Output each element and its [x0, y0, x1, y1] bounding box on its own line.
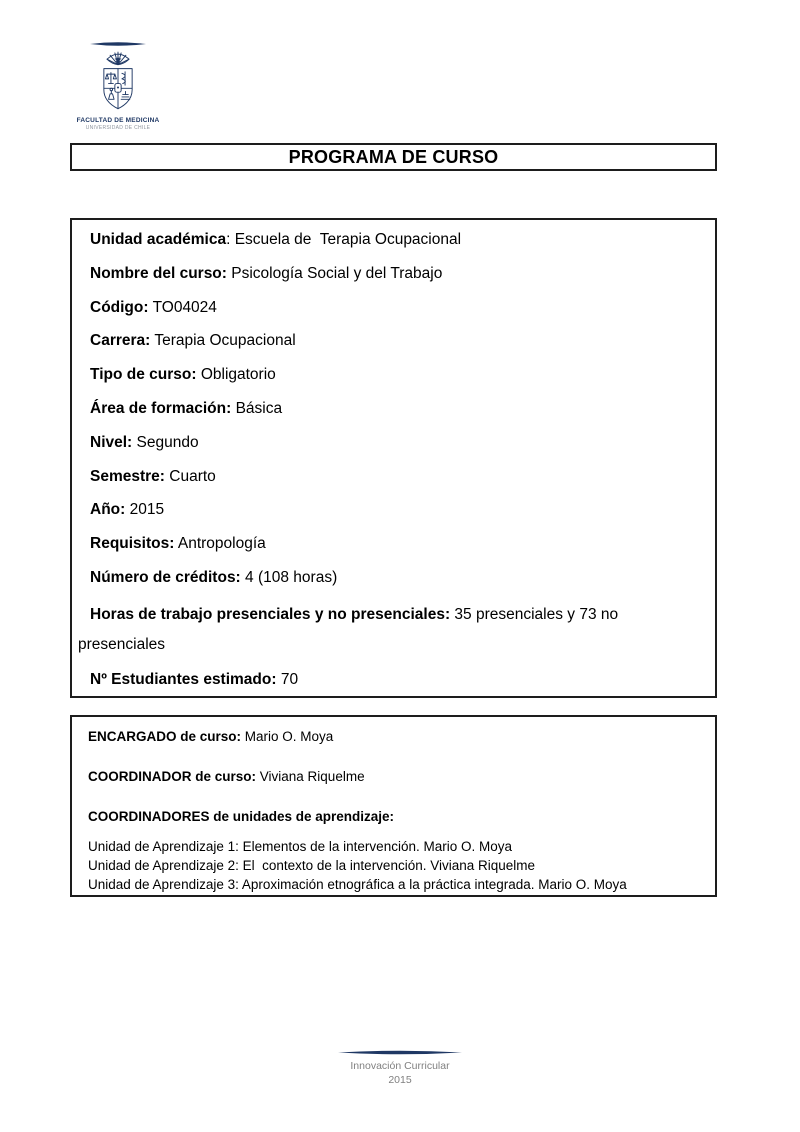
taper-line-footer-icon [338, 1050, 462, 1055]
field-label: Nombre del curso: [90, 264, 227, 282]
field-value: Terapia Ocupacional [150, 332, 296, 350]
page-footer [0, 1050, 800, 1087]
field-label: Tipo de curso: [90, 366, 197, 384]
learning-unit-row: Unidad de Aprendizaje 1: Elementos de la intervención. Mario O. Moya [88, 839, 512, 854]
staff-box [70, 715, 717, 897]
staff-row [88, 757, 705, 797]
field-label: Carrera: [90, 332, 151, 350]
field-value: 70 [276, 670, 299, 688]
learning-unit-row: Unidad de Aprendizaje 3: Aproximación etnográfica a la práctica integrada. Mario O. Moya [88, 877, 627, 892]
field-label: ENCARGADO de curso: [88, 729, 242, 744]
course-info-row [78, 358, 707, 392]
field-value: 4 (108 horas) [240, 568, 338, 586]
footer-year: 2015 [388, 1074, 412, 1086]
field-label: Requisitos: [90, 535, 175, 553]
course-info-row [78, 460, 707, 494]
field-value: : Escuela de Terapia Ocupacional [226, 231, 462, 248]
course-info-box [70, 218, 717, 698]
course-info-row [78, 257, 707, 291]
field-value: Segundo [132, 433, 199, 451]
field-value: Viviana Riquelme [256, 769, 365, 784]
field-value: Cuarto [164, 467, 216, 485]
logo-university-text: UNIVERSIDAD DE CHILE [85, 125, 151, 131]
field-label: Nº Estudiantes estimado: [90, 670, 277, 688]
logo-faculty-text: FACULTAD DE MEDICINA [76, 117, 160, 124]
document-title-box [70, 143, 717, 171]
page-title: PROGRAMA DE CURSO [288, 146, 499, 167]
course-info-row [78, 561, 707, 595]
course-info-row [78, 392, 707, 426]
field-value: Básica [231, 399, 283, 417]
course-info-row [78, 527, 707, 561]
field-value: 35 presenciales y 73 no presenciales [78, 605, 623, 653]
staff-row [88, 797, 705, 837]
footer-program-name: Innovación Curricular [350, 1060, 450, 1072]
course-info-row [78, 426, 707, 460]
field-label: Código: [90, 298, 149, 316]
field-label: Número de créditos: [90, 568, 241, 586]
field-label: Año: [90, 501, 126, 519]
field-label: COORDINADORES de unidades de aprendizaje: [88, 809, 395, 824]
staff-row [88, 717, 705, 757]
field-value: Antropología [174, 535, 266, 553]
field-value: TO04024 [148, 298, 217, 316]
field-label: Semestre: [90, 467, 165, 485]
field-label: Área de formación: [90, 399, 232, 417]
learning-unit-row: Unidad de Aprendizaje 2: El contexto de la intervención. Viviana Riquelme [88, 858, 536, 873]
taper-line-top-icon [90, 42, 146, 46]
faculty-crest-icon [94, 49, 142, 115]
course-info-row [78, 291, 707, 325]
field-value: Psicología Social y del Trabajo [226, 264, 443, 282]
field-value: Mario O. Moya [241, 729, 334, 744]
course-info-row [78, 493, 707, 527]
field-label: COORDINADOR de curso: [88, 769, 257, 784]
field-value: Obligatorio [196, 366, 276, 384]
course-info-row [78, 595, 707, 663]
field-label: Nivel: [90, 433, 133, 451]
field-label: Horas de trabajo presenciales y no presenciales: [90, 605, 451, 623]
university-logo [68, 42, 168, 135]
field-label: Unidad académica [90, 231, 227, 248]
course-info-row [78, 324, 707, 358]
course-info-row [78, 223, 707, 257]
field-value: 2015 [125, 501, 165, 519]
course-info-row [78, 663, 707, 697]
